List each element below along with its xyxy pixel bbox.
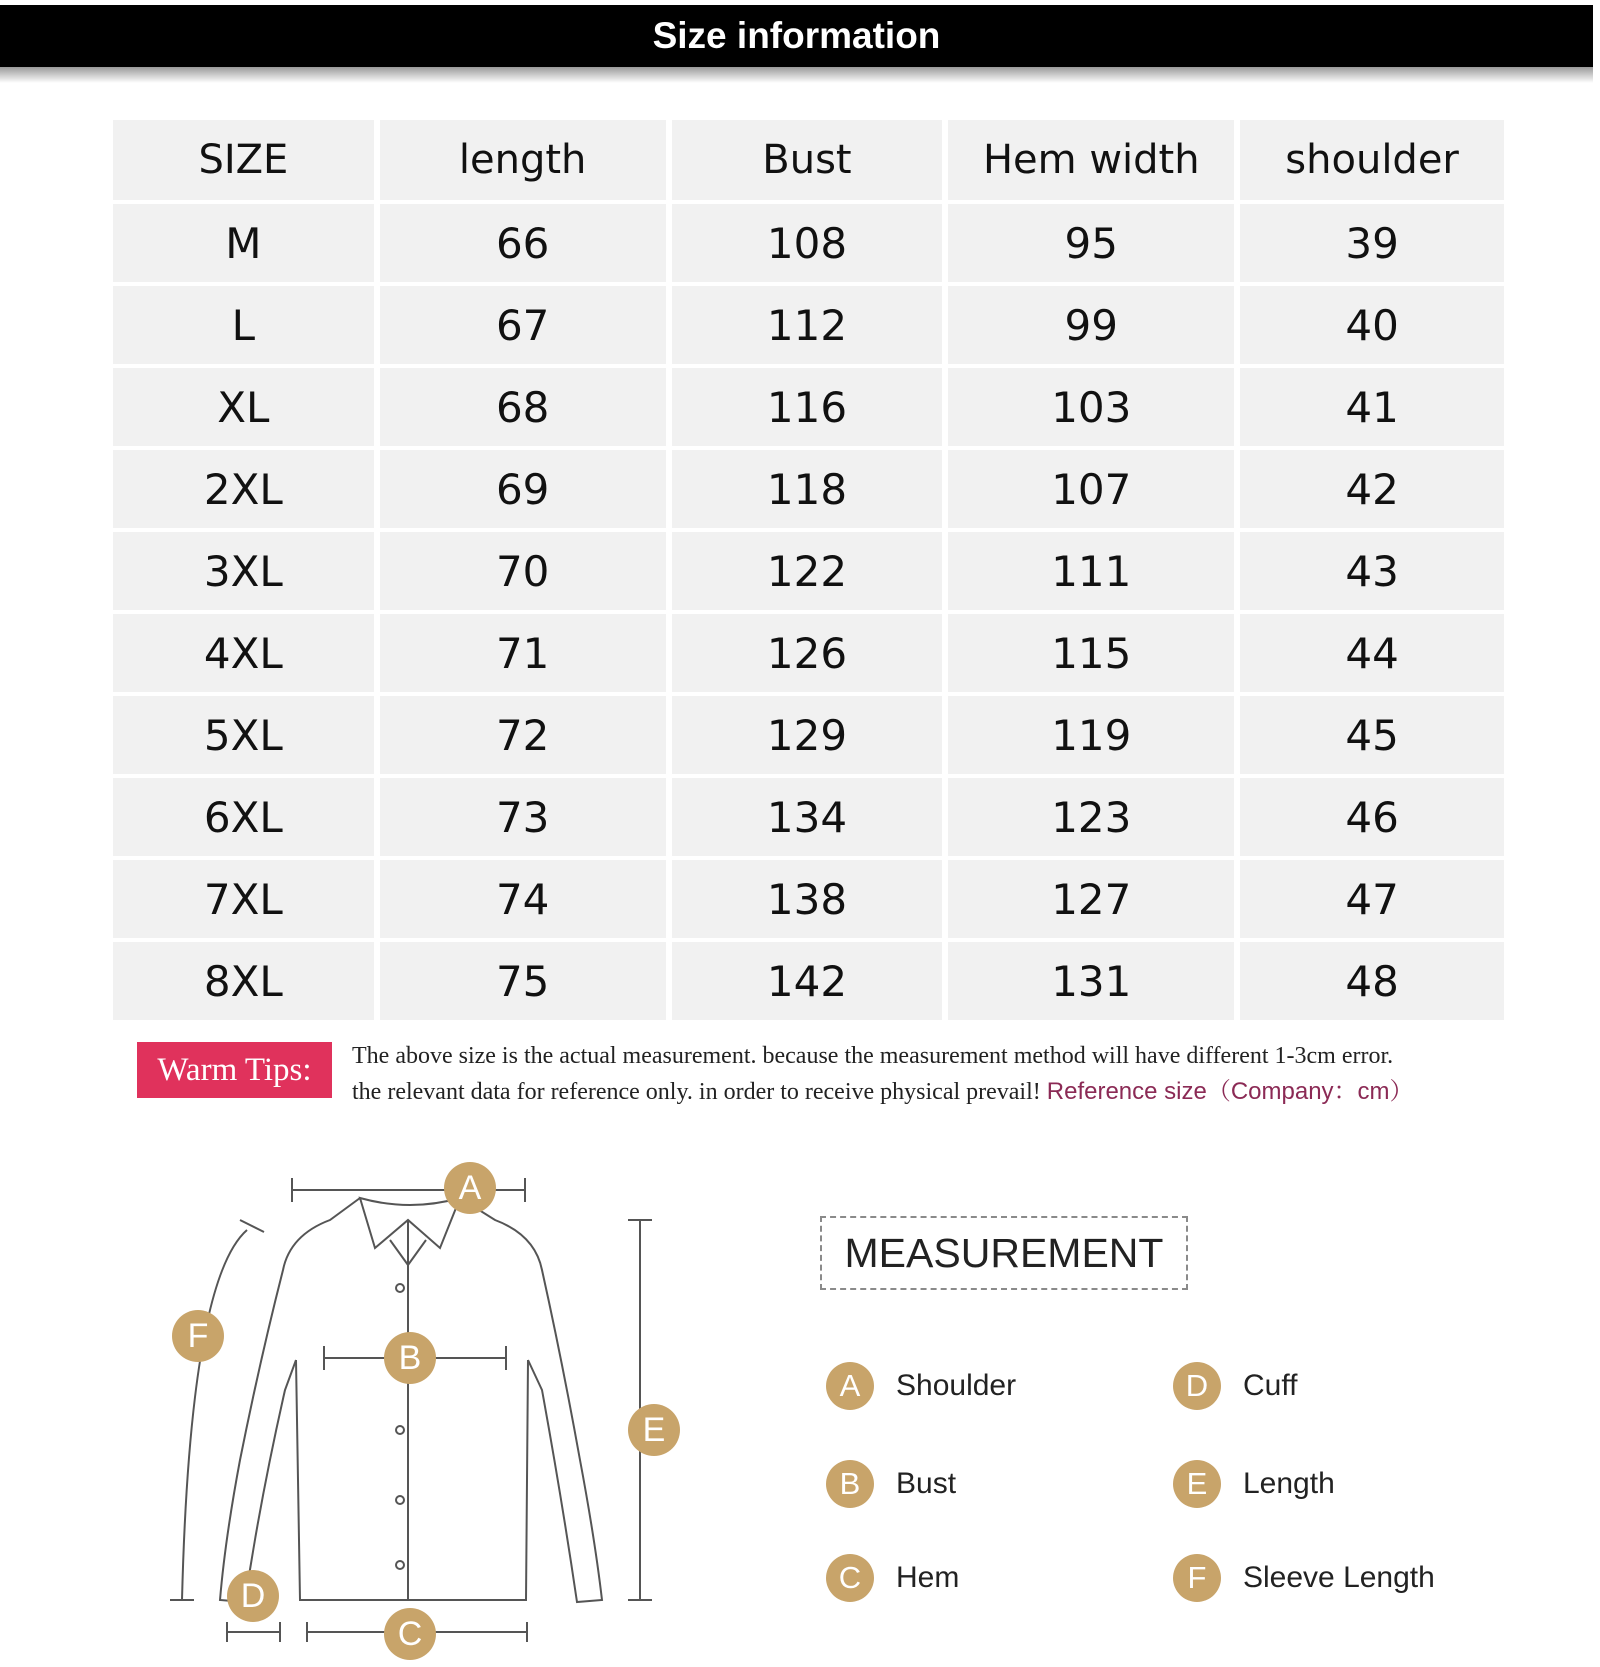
cell-hem-width: 115 bbox=[948, 614, 1234, 692]
cell-shoulder: 44 bbox=[1240, 614, 1504, 692]
legend-item-cuff bbox=[1173, 1362, 1297, 1410]
cell-size: 7XL bbox=[113, 860, 374, 938]
table-row bbox=[113, 860, 1504, 938]
table-row bbox=[113, 778, 1504, 856]
header-bust: Bust bbox=[672, 120, 943, 200]
cell-length: 71 bbox=[380, 614, 666, 692]
cell-hem-width: 111 bbox=[948, 532, 1234, 610]
cell-shoulder: 41 bbox=[1240, 368, 1504, 446]
legend-item-hem bbox=[826, 1554, 959, 1602]
cell-shoulder: 40 bbox=[1240, 286, 1504, 364]
cell-length: 74 bbox=[380, 860, 666, 938]
cell-hem-width: 119 bbox=[948, 696, 1234, 774]
header-size: SIZE bbox=[113, 120, 374, 200]
marker-c: C bbox=[384, 1608, 436, 1660]
cell-size: 2XL bbox=[113, 450, 374, 528]
cell-size: 4XL bbox=[113, 614, 374, 692]
legend-marker: F bbox=[1173, 1554, 1221, 1602]
marker-a: A bbox=[444, 1162, 496, 1214]
table-row bbox=[113, 204, 1504, 282]
table-row bbox=[113, 286, 1504, 364]
cell-bust: 126 bbox=[672, 614, 943, 692]
cell-bust: 122 bbox=[672, 532, 943, 610]
cell-bust: 129 bbox=[672, 696, 943, 774]
cell-length: 70 bbox=[380, 532, 666, 610]
cell-hem-width: 99 bbox=[948, 286, 1234, 364]
cell-shoulder: 48 bbox=[1240, 942, 1504, 1020]
cell-length: 68 bbox=[380, 368, 666, 446]
header-shoulder: shoulder bbox=[1240, 120, 1504, 200]
cell-size: XL bbox=[113, 368, 374, 446]
cell-bust: 142 bbox=[672, 942, 943, 1020]
legend-label: Bust bbox=[896, 1467, 957, 1500]
legend-item-shoulder bbox=[826, 1362, 1016, 1410]
cell-shoulder: 39 bbox=[1240, 204, 1504, 282]
marker-e: E bbox=[628, 1404, 680, 1456]
title-bar bbox=[0, 5, 1593, 67]
warm-tips-text bbox=[352, 1038, 1592, 1110]
cell-hem-width: 131 bbox=[948, 942, 1234, 1020]
legend-item-sleeve-length bbox=[1173, 1554, 1435, 1602]
tips-line-2-text: the relevant data for reference only. in order to receive physical prevail! bbox=[352, 1079, 1041, 1105]
header-length: length bbox=[380, 120, 666, 200]
cell-bust: 138 bbox=[672, 860, 943, 938]
title-bar-shadow bbox=[0, 67, 1593, 83]
cell-hem-width: 107 bbox=[948, 450, 1234, 528]
cell-hem-width: 127 bbox=[948, 860, 1234, 938]
cell-length: 75 bbox=[380, 942, 666, 1020]
cell-length: 72 bbox=[380, 696, 666, 774]
cell-shoulder: 42 bbox=[1240, 450, 1504, 528]
page-title: Size information bbox=[652, 15, 941, 56]
cell-length: 73 bbox=[380, 778, 666, 856]
tips-line-2 bbox=[352, 1074, 1592, 1110]
legend-label: Length bbox=[1243, 1467, 1335, 1500]
cell-size: M bbox=[113, 204, 374, 282]
legend-marker: D bbox=[1173, 1362, 1221, 1410]
cell-size: 5XL bbox=[113, 696, 374, 774]
cell-bust: 134 bbox=[672, 778, 943, 856]
marker-f: F bbox=[172, 1310, 224, 1362]
tips-line-1: The above size is the actual measurement. because the measurement method will have different 1-3cm error. bbox=[352, 1043, 1394, 1069]
legend-item-bust bbox=[826, 1460, 956, 1508]
table-header-row bbox=[113, 120, 1504, 200]
warm-tips-badge: Warm Tips: bbox=[137, 1042, 332, 1098]
table-row bbox=[113, 532, 1504, 610]
marker-b: B bbox=[384, 1332, 436, 1384]
cell-bust: 116 bbox=[672, 368, 943, 446]
cell-size: 8XL bbox=[113, 942, 374, 1020]
cell-size: 6XL bbox=[113, 778, 374, 856]
cell-length: 67 bbox=[380, 286, 666, 364]
legend-marker: E bbox=[1173, 1460, 1221, 1508]
marker-d: D bbox=[227, 1570, 279, 1622]
cell-hem-width: 123 bbox=[948, 778, 1234, 856]
legend-label: Cuff bbox=[1243, 1369, 1298, 1402]
cell-length: 69 bbox=[380, 450, 666, 528]
cell-size: 3XL bbox=[113, 532, 374, 610]
header-hem-width: Hem width bbox=[948, 120, 1234, 200]
cell-length: 66 bbox=[380, 204, 666, 282]
cell-shoulder: 46 bbox=[1240, 778, 1504, 856]
legend-label: Hem bbox=[896, 1561, 960, 1594]
legend-item-length bbox=[1173, 1460, 1335, 1508]
cell-bust: 112 bbox=[672, 286, 943, 364]
garment-diagram bbox=[150, 1160, 710, 1660]
cell-bust: 118 bbox=[672, 450, 943, 528]
legend-marker: C bbox=[826, 1554, 874, 1602]
table-row bbox=[113, 942, 1504, 1020]
size-table bbox=[107, 116, 1510, 1024]
table-row bbox=[113, 450, 1504, 528]
legend-marker: B bbox=[826, 1460, 874, 1508]
cell-bust: 108 bbox=[672, 204, 943, 282]
cell-hem-width: 103 bbox=[948, 368, 1234, 446]
cell-hem-width: 95 bbox=[948, 204, 1234, 282]
legend-label: Shoulder bbox=[896, 1369, 1017, 1402]
table-row bbox=[113, 696, 1504, 774]
measurement-title: MEASUREMENT bbox=[820, 1216, 1188, 1290]
table-row bbox=[113, 368, 1504, 446]
cell-shoulder: 47 bbox=[1240, 860, 1504, 938]
cell-shoulder: 45 bbox=[1240, 696, 1504, 774]
table-row bbox=[113, 614, 1504, 692]
legend-marker: A bbox=[826, 1362, 874, 1410]
cell-shoulder: 43 bbox=[1240, 532, 1504, 610]
legend-label: Sleeve Length bbox=[1243, 1561, 1435, 1594]
cell-size: L bbox=[113, 286, 374, 364]
reference-size-note: Reference size（Company：cm） bbox=[1046, 1078, 1414, 1105]
